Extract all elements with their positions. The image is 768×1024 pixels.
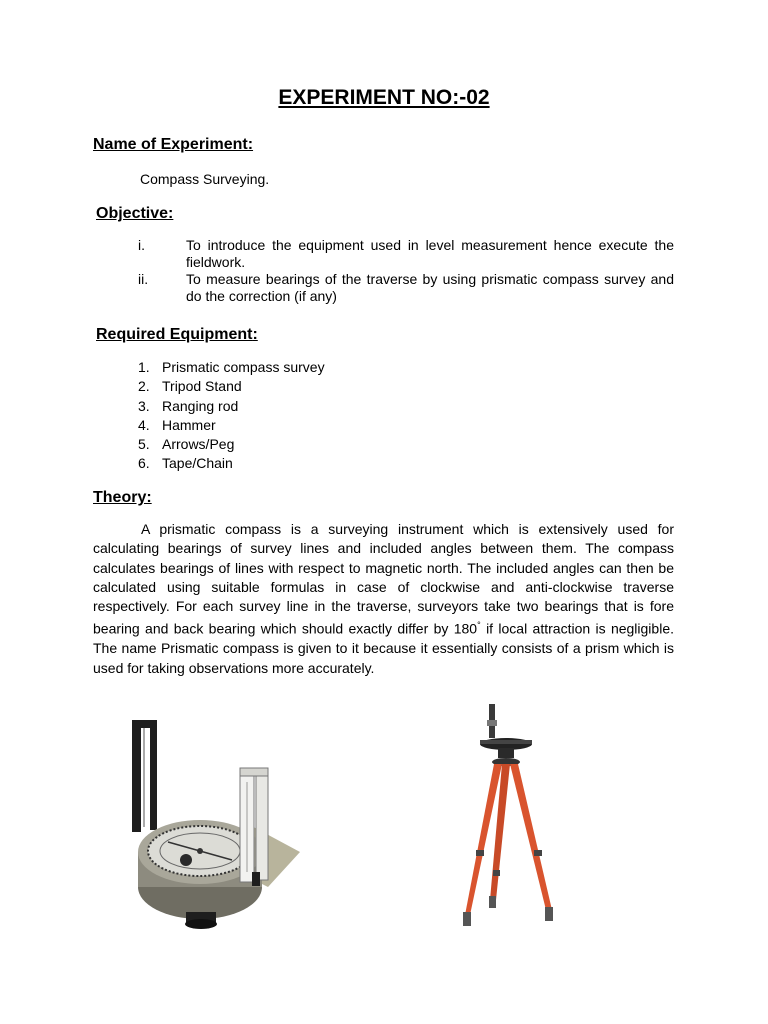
theory-heading: Theory: bbox=[93, 489, 152, 506]
equipment-item-text: Tripod Stand bbox=[162, 378, 242, 395]
equipment-item bbox=[138, 397, 325, 416]
sight-vane-post bbox=[150, 720, 157, 830]
equipment-item-number: 4. bbox=[138, 416, 150, 433]
objective-item-text: To measure bearings of the traverse by using prismatic compass survey and do the correction (if any) bbox=[186, 271, 674, 304]
equipment-item bbox=[138, 358, 325, 377]
equipment-item bbox=[138, 416, 325, 435]
required-equipment-heading-text: Required Equipment bbox=[96, 326, 253, 343]
sight-vane-top bbox=[132, 720, 157, 728]
theory-paragraph bbox=[93, 520, 674, 678]
prismatic-compass-image bbox=[128, 712, 308, 937]
equipment-item-text: Ranging rod bbox=[162, 397, 239, 414]
objective-heading: Objective: bbox=[96, 205, 174, 222]
equipment-list bbox=[138, 358, 325, 474]
equipment-item-text: Prismatic compass survey bbox=[162, 359, 325, 375]
tripod-foot bbox=[463, 912, 471, 926]
objective-item-number: ii. bbox=[138, 271, 149, 287]
objective-item-number: i. bbox=[138, 237, 145, 253]
required-equipment-heading bbox=[96, 326, 258, 344]
name-of-experiment-heading: Name of Experiment: bbox=[93, 136, 254, 153]
equipment-item bbox=[138, 377, 325, 396]
equipment-item-number: 3. bbox=[138, 397, 150, 414]
tripod-stand-image bbox=[456, 700, 566, 935]
equipment-item-number: 2. bbox=[138, 378, 150, 395]
objective-item bbox=[138, 237, 674, 271]
experiment-name-text: Compass Surveying. bbox=[140, 171, 270, 187]
theory-text-part-1: A prismatic compass is a surveying instrument which is extensively used for calculating bearings of survey lines and included angles between them. The compass calculates bearings of lines with respect to magnetic north. The included angles can then be calculated using suitable formulas in case of clockwise and anti-clockwise traverse respectively. For each survey line in the traverse, surveyors take two bearings that is fore bearing and back bearing which should exactly differ by 180 bbox=[93, 521, 674, 638]
required-equipment-heading-colon: : bbox=[252, 326, 258, 343]
equipment-item bbox=[138, 454, 325, 473]
tripod-foot bbox=[545, 907, 553, 921]
tripod-leg bbox=[510, 764, 552, 910]
tripod-foot bbox=[489, 896, 496, 908]
equipment-item bbox=[138, 435, 325, 454]
experiment-title: EXPERIMENT NO:-02 bbox=[278, 86, 490, 109]
equipment-item-text: Arrows/Peg bbox=[162, 436, 235, 453]
dial-marker bbox=[180, 854, 192, 866]
sight-vane-post bbox=[132, 722, 141, 832]
objective-list bbox=[138, 237, 674, 305]
equipment-item-number: 6. bbox=[138, 455, 150, 472]
equipment-item-number: 5. bbox=[138, 436, 150, 453]
equipment-item-number: 1. bbox=[138, 359, 150, 375]
objective-item bbox=[138, 271, 674, 305]
equipment-item-text: Tape/Chain bbox=[162, 455, 233, 472]
objective-item-text: To introduce the equipment used in level measurement hence execute the fieldwork. bbox=[186, 237, 674, 270]
equipment-item-text: Hammer bbox=[162, 416, 216, 433]
degree-symbol: ° bbox=[477, 620, 481, 631]
theory-text-part-2: if local attraction is negligible. The name Prismatic compass is given to it because it essentially consists of a prism which is used for taking observations more accurately. bbox=[93, 621, 674, 676]
